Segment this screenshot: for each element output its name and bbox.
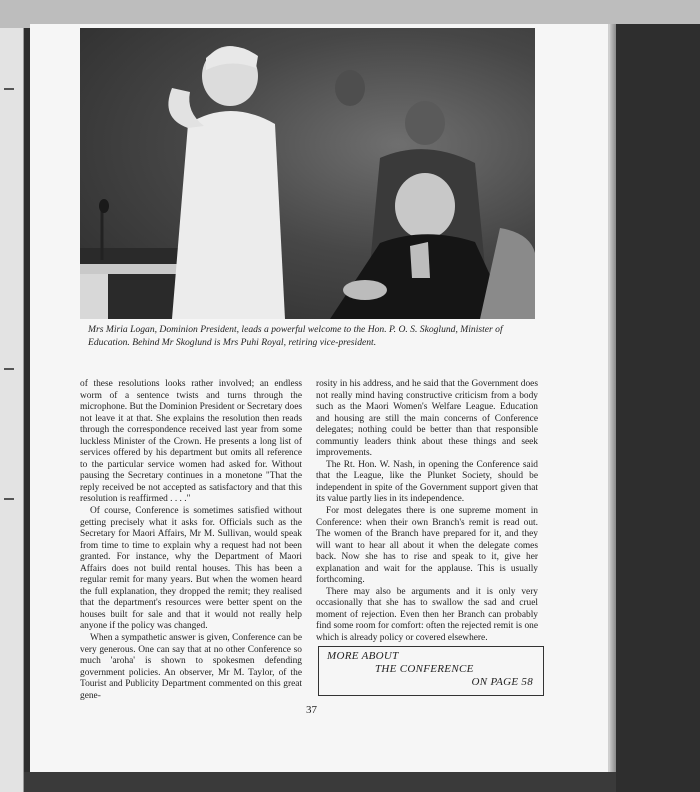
continued-notice-line: THE CONFERENCE — [375, 663, 474, 675]
continued-notice-box — [318, 646, 544, 696]
page-spine — [608, 24, 616, 772]
magazine-page — [30, 24, 608, 772]
continued-notice-line: MORE ABOUT — [327, 650, 399, 662]
conference-photo — [80, 28, 535, 319]
article-paragraph: Of course, Conference is sometimes satisfied without getting precisely what it asks for. Officials such as the Secretary for Maori Affairs, Mr M. Sullivan, would speak from time to time to explain why a request had not been granted. For instance, why the Department of Maori Affairs does not build rental houses. This has been a regular remit for many years. But when the women heard the full explanation, they dropped the remit; they realised that the department's resources were better spent on the houses built for sale and that it would not really help anyone if the policy was changed. — [80, 506, 302, 632]
article-paragraph: rosity in his address, and he said that the Government does not really mind having constructive criticism from a body such as the Maori Women's Welfare League. Education and housing are still the main concerns of Conference delegates; nothing could be better than that responsible communtiy leaders think about these things and seek improvements. — [316, 379, 538, 459]
continued-notice-line: ON PAGE 58 — [471, 676, 533, 688]
article-paragraph: There may also be arguments and it is only very occasionally that she has to swallow the sad and cruel moment of rejection. Even then her Branch can probably find some room for comfort: often the rejected remit is one which is already policy or covered elsewhere. — [316, 586, 538, 644]
article-paragraph: When a sympathetic answer is given, Conference can be very generous. One can say that at no other Conference so much 'aroha' is shown to spokesmen defending government policies. An observer, Mr M. Taylor, of the Tourist and Publicity Department commented on this great gene- — [80, 633, 302, 701]
article-paragraph: For most delegates there is one supreme moment in Conference: when their own Branch's remit is read out. The women of the Branch have prepared for it, and they will want to hear all about it when the delegate comes back. Now she has to rise and speak to it, give her explanation and wait for the applause. This is usually forthcoming. — [316, 506, 538, 586]
scan-bottom-edge — [24, 772, 616, 792]
photo-caption: Mrs Miria Logan, Dominion President, leads a powerful welcome to the Hon. P. O. S. Skoglund, Minister of Education. Behind Mr Skoglund is Mrs Puhi Royal, retiring vice-president. — [88, 324, 503, 348]
article-paragraph: of these resolutions looks rather involved; an endless worm of a sentence twists and turns through the microphone. But the Dominion President or Secretary does not leave it at that. She explains the resolution then reads through the correspondence received last year from some luckless Minister of the Crown. He presents a long list of services offered by his department but omits all reference to the particular service women had asked for. Without pausing the Secretary continues in a monetone "That the reply received be not accepted as satisfactory and that this resolution is reaffirmed . . . ." — [80, 379, 302, 505]
article-column-left — [80, 379, 302, 702]
photo-illustration — [80, 28, 535, 319]
page-number: 37 — [306, 704, 317, 716]
previous-page-edge — [0, 28, 24, 792]
article-column-right — [316, 379, 538, 645]
article-paragraph: The Rt. Hon. W. Nash, in opening the Conference said that the League, like the Plunket Society, should be independent in spite of the Government support given that its value partly lies in its independence. — [316, 459, 538, 505]
scan-background — [616, 24, 700, 792]
